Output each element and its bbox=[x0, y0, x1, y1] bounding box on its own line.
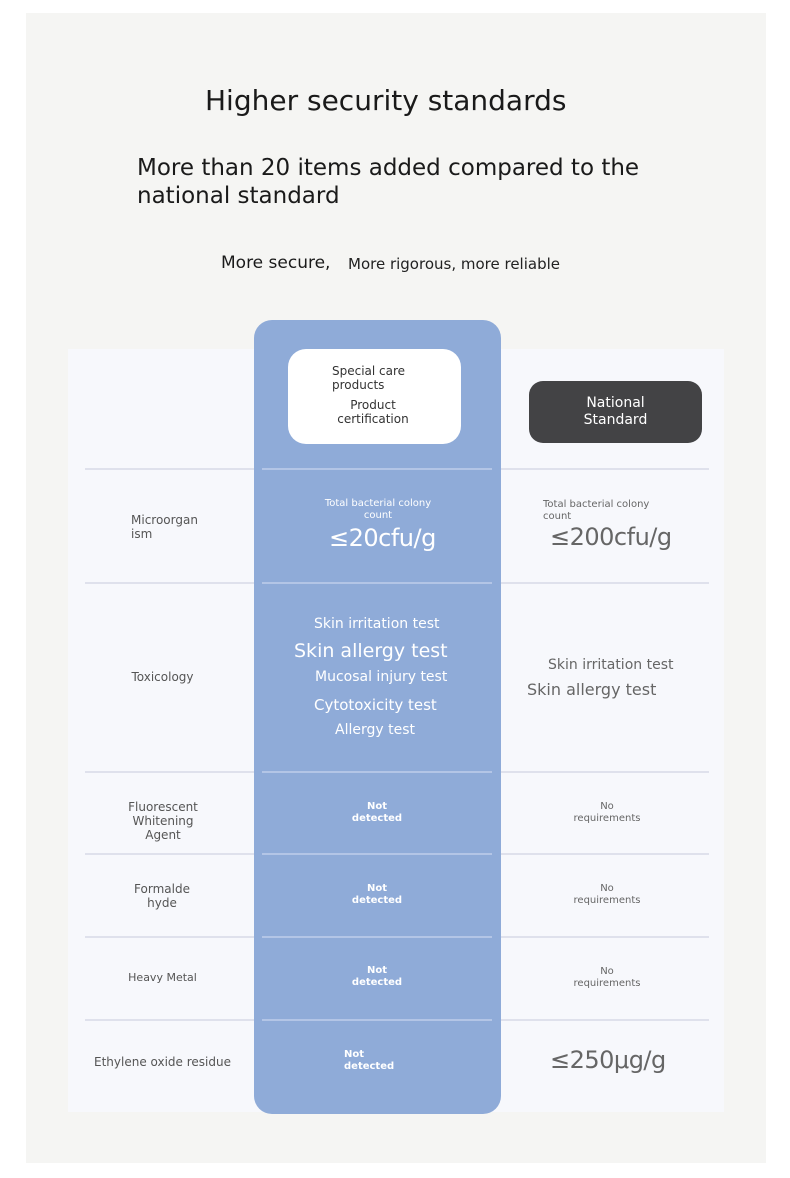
special-cytotoxicity: Cytotoxicity test bbox=[314, 696, 437, 714]
divider-line bbox=[262, 936, 492, 938]
national-standard-label: National Standard bbox=[583, 395, 648, 428]
special-care-title: Special care products bbox=[332, 364, 406, 392]
divider-line bbox=[501, 853, 709, 855]
row-label-microorganism: Microorganism bbox=[131, 513, 198, 541]
special-formaldehyde-value: Not detected bbox=[351, 883, 403, 906]
special-ethylene-value: Not detected bbox=[344, 1049, 395, 1072]
national-skin-allergy: Skin allergy test bbox=[527, 680, 657, 699]
divider-line bbox=[85, 936, 254, 938]
special-mucosal-injury: Mucosal injury test bbox=[315, 669, 448, 685]
divider-line bbox=[501, 936, 709, 938]
row-label-formaldehyde: Formaldehyde bbox=[134, 882, 190, 910]
divider-line bbox=[85, 853, 254, 855]
national-bacteria-label: Total bacterial colony count bbox=[543, 499, 650, 522]
special-bacteria-value: ≤20cfu/g bbox=[329, 524, 436, 552]
special-fluorescent-value: Not detected bbox=[351, 801, 403, 824]
divider-line bbox=[501, 1019, 709, 1021]
divider-line bbox=[85, 1019, 254, 1021]
row-label-fluorescent: Fluorescent Whitening Agent bbox=[128, 800, 198, 842]
tagline-secondary: More rigorous, more reliable bbox=[348, 255, 560, 273]
divider-line bbox=[85, 468, 254, 470]
divider-line bbox=[501, 468, 709, 470]
divider-line bbox=[262, 468, 492, 470]
special-bacteria-label: Total bacterial colony count bbox=[324, 498, 432, 521]
special-care-header-card bbox=[288, 349, 461, 444]
page-title: Higher security standards bbox=[205, 84, 567, 117]
divider-line bbox=[85, 771, 254, 773]
divider-line bbox=[262, 771, 492, 773]
national-fluorescent-value: No requirements bbox=[573, 801, 641, 824]
row-label-ethylene-oxide: Ethylene oxide residue bbox=[94, 1055, 231, 1069]
divider-line bbox=[501, 771, 709, 773]
special-allergy: Allergy test bbox=[335, 722, 415, 738]
national-skin-irritation: Skin irritation test bbox=[548, 657, 674, 673]
special-skin-allergy: Skin allergy test bbox=[294, 640, 448, 662]
product-certification-label: Product certification bbox=[337, 398, 409, 426]
divider-line bbox=[501, 582, 709, 584]
national-ethylene-value: ≤250μg/g bbox=[550, 1046, 666, 1074]
special-heavy-metal-value: Not detected bbox=[351, 965, 403, 988]
special-skin-irritation: Skin irritation test bbox=[314, 616, 440, 632]
national-heavy-metal-value: No requirements bbox=[573, 966, 641, 989]
row-label-heavy-metal: Heavy Metal bbox=[128, 971, 197, 984]
tagline-primary: More secure, bbox=[221, 253, 331, 273]
national-bacteria-value: ≤200cfu/g bbox=[550, 523, 672, 551]
divider-line bbox=[262, 853, 492, 855]
national-standard-badge bbox=[529, 381, 702, 443]
row-label-toxicology: Toxicology bbox=[131, 670, 194, 684]
divider-line bbox=[85, 582, 254, 584]
divider-line bbox=[262, 582, 492, 584]
divider-line bbox=[262, 1019, 492, 1021]
national-formaldehyde-value: No requirements bbox=[573, 883, 641, 906]
page-subtitle: More than 20 items added compared to the national standard bbox=[137, 155, 640, 209]
